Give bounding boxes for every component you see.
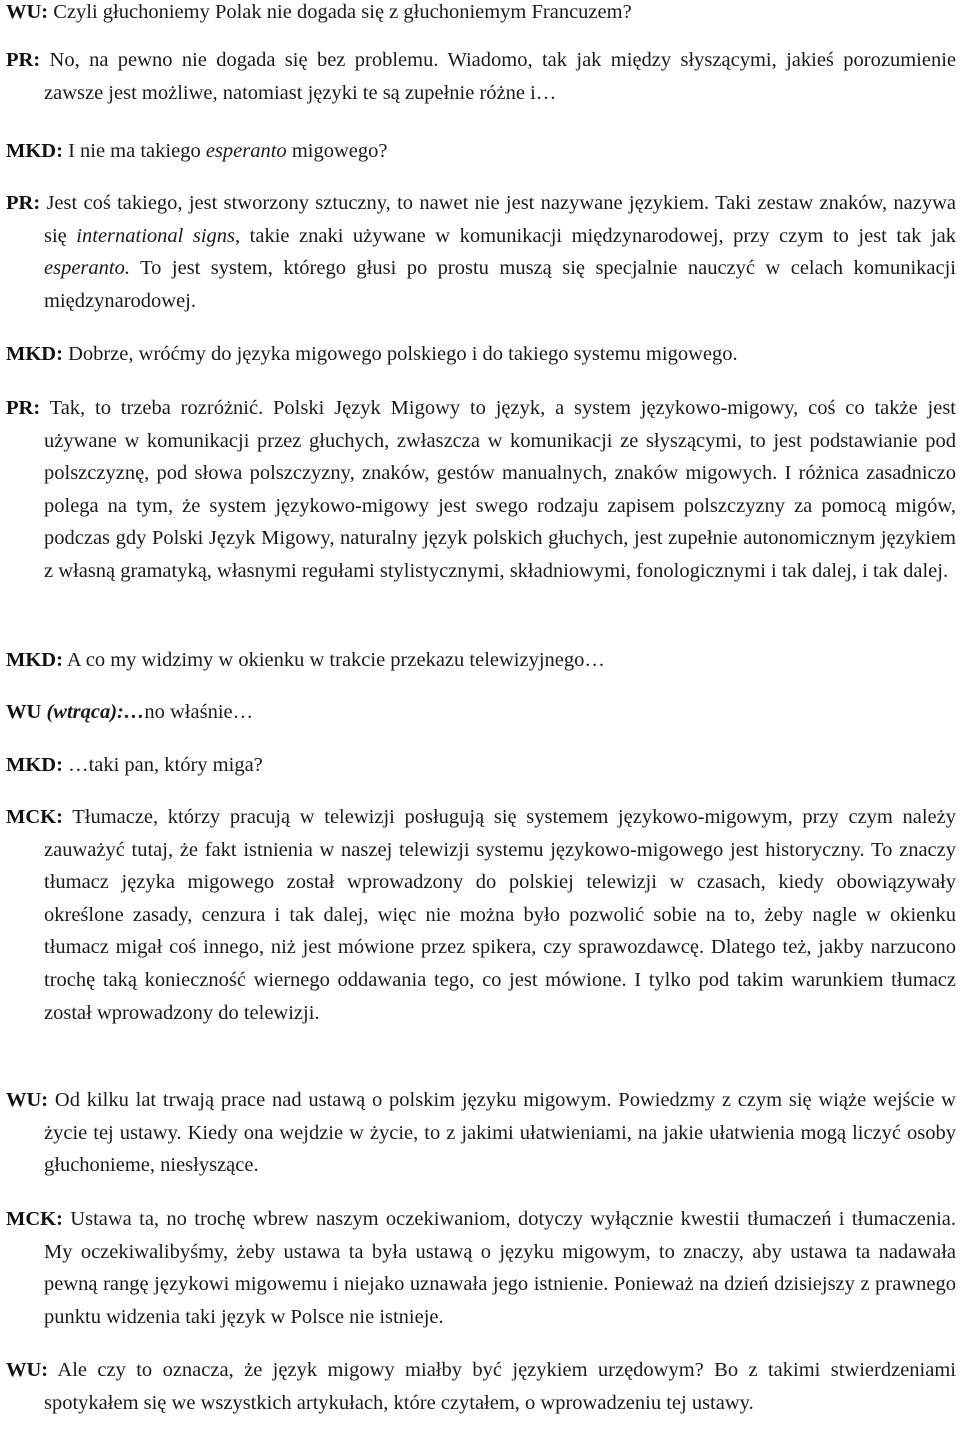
paragraph-text: Od kilku lat trwają prace nad ustawą o polskim języku migowym. Powiedzmy z czym się wiąże wejście w życie tej ustawy. Kiedy ona wejdzie w życie, to z jakimi ułatwieniami, na jakie ułatwienia mogą liczyć osoby głuchonieme, niesłyszące. bbox=[44, 1089, 956, 1177]
paragraph-italic-text: esperanto bbox=[205, 140, 287, 162]
speaker-label: PR: bbox=[6, 49, 41, 71]
paragraph-text: Ustawa ta, no trochę wbrew naszym oczekiwaniom, dotyczy wyłącznie kwestii tłumaczeń i tłumaczenia. My oczekiwalibyśmy, żeby ustawa ta była ustawą o języku migowym, to znaczy, aby ustawa ta nadawała pewną rangę językowi migowemu i niejako uznawała jego istnienie. Ponieważ na dzień dzisiejszy z prawnego punktu widzenia taki język w Polsce nie istnieje. bbox=[44, 1208, 956, 1328]
speaker-label: WU: bbox=[6, 1, 49, 23]
speaker-label: MKD: bbox=[6, 343, 63, 365]
paragraph-7 bbox=[6, 644, 956, 677]
paragraph-text: No, na pewno nie dogada się bez problemu. Wiadomo, tak jak między słyszącymi, jakieś porozumienie zawsze jest możliwe, natomiast języki te są zupełnie różne i… bbox=[40, 49, 956, 104]
paragraph-text: Tak, to trzeba rozróżnić. Polski Język Migowy to język, a system językowo-migowy, coś co także jest używane w komunikacji przez głuchych, zwłaszcza w komunikacji ze słyszącymi, to jest podstawianie pod polszczyznę, pod słowa polszczyzny, znaków, gestów manualnych, znaków migowych. I różnica zasadniczo polega na tym, że system językowo-migowy jest swego rodzaju zapisem polszczyzny za pomocą migów, podczas gdy Polski Język Migowy, naturalny język polskich głuchych, jest zupełnie autonomicznym językiem z własną gramatyką, własnymi regułami stylistycznymi, składniowymi, fonologicznymi i tak dalej, i tak dalej. bbox=[40, 397, 956, 582]
paragraph-text: no właśnie… bbox=[144, 701, 254, 723]
paragraph-1 bbox=[6, 0, 956, 29]
paragraph-text: takie znaki używane w komunikacji międzynarodowej, przy czym to jest tak jak bbox=[240, 224, 956, 247]
speaker-label: MKD: bbox=[6, 140, 63, 162]
paragraph-text: Ale czy to oznacza, że język migowy miałby być językiem urzędowym? Bo z takimi stwierdzeniami spotykałem się we wszystkich artykułach, które czytałem, o wprowadzeniu tej ustawy. bbox=[44, 1359, 956, 1414]
speaker-label: MKD: bbox=[6, 754, 63, 776]
speaker-label: PR: bbox=[6, 192, 41, 214]
paragraph-text: Dobrze, wróćmy do języka migowego polskiego i do takiego systemu migowego. bbox=[62, 343, 738, 365]
paragraph-text: migowego? bbox=[286, 140, 388, 162]
paragraph-13 bbox=[6, 1354, 956, 1419]
speaker-label: MCK: bbox=[6, 1208, 63, 1230]
paragraph-3 bbox=[6, 135, 956, 168]
paragraph-8 bbox=[6, 696, 956, 729]
paragraph-4 bbox=[6, 187, 956, 317]
paragraph-5 bbox=[6, 338, 956, 371]
paragraph-2 bbox=[6, 44, 956, 109]
speaker-label: MKD: bbox=[6, 649, 63, 671]
paragraph-12 bbox=[6, 1203, 956, 1333]
paragraph-10 bbox=[6, 801, 956, 1029]
paragraph-9 bbox=[6, 749, 956, 782]
speaker-label: MCK: bbox=[6, 806, 63, 828]
paragraph-text: Tłumacze, którzy pracują w telewizji posługują się systemem językowo-migowym, przy czym należy zauważyć tutaj, że fakt istnienia w naszej telewizji systemu językowo-migowego jest historyczny. To znaczy tłumacz języka migowego został wprowadzony do polskiej telewizji w czasach, kiedy obowiązywały określone zasady, cenzura i tak dalej, więc nie można było pozwolić sobie na to, żeby nagle w okienku tłumacz migał coś innego, niż jest mówione przez spikera, czy sprawozdawcę. Dlatego też, jakby narzucono trochę taką konieczność wiernego oddawania tego, co jest mówione. I tylko pod takim warunkiem tłumacz został wprowadzony do telewizji. bbox=[44, 806, 956, 1024]
speaker-label: WU: bbox=[6, 1089, 49, 1111]
paragraph-text: A co my widzimy w okienku w trakcie przekazu telewizyjnego… bbox=[62, 649, 605, 671]
paragraph-text: I nie ma takiego bbox=[62, 140, 206, 162]
paragraph-11 bbox=[6, 1084, 956, 1182]
paragraph-text: …taki pan, który miga? bbox=[62, 754, 263, 776]
speaker-label: PR: bbox=[6, 397, 41, 419]
paragraph-italic-text: international signs, bbox=[76, 224, 241, 247]
paragraph-text: Jest coś takiego, jest stworzony sztuczny, to nawet nie jest nazywane językiem. Taki zestaw znaków, nazywa się bbox=[40, 192, 956, 247]
speaker-note: (wtrąca):… bbox=[41, 701, 145, 723]
paragraph-6 bbox=[6, 392, 956, 588]
paragraph-italic-text: esperanto. bbox=[44, 257, 130, 280]
speaker-label: WU: bbox=[6, 1359, 49, 1381]
paragraph-text: Czyli głuchoniemy Polak nie dogada się z głuchoniemym Francuzem? bbox=[48, 1, 632, 23]
speaker-label: WU bbox=[6, 701, 42, 723]
paragraph-text: To jest system, którego głusi po prostu muszą się specjalnie nauczyć w celach komunikacji międzynarodowej. bbox=[44, 257, 956, 312]
